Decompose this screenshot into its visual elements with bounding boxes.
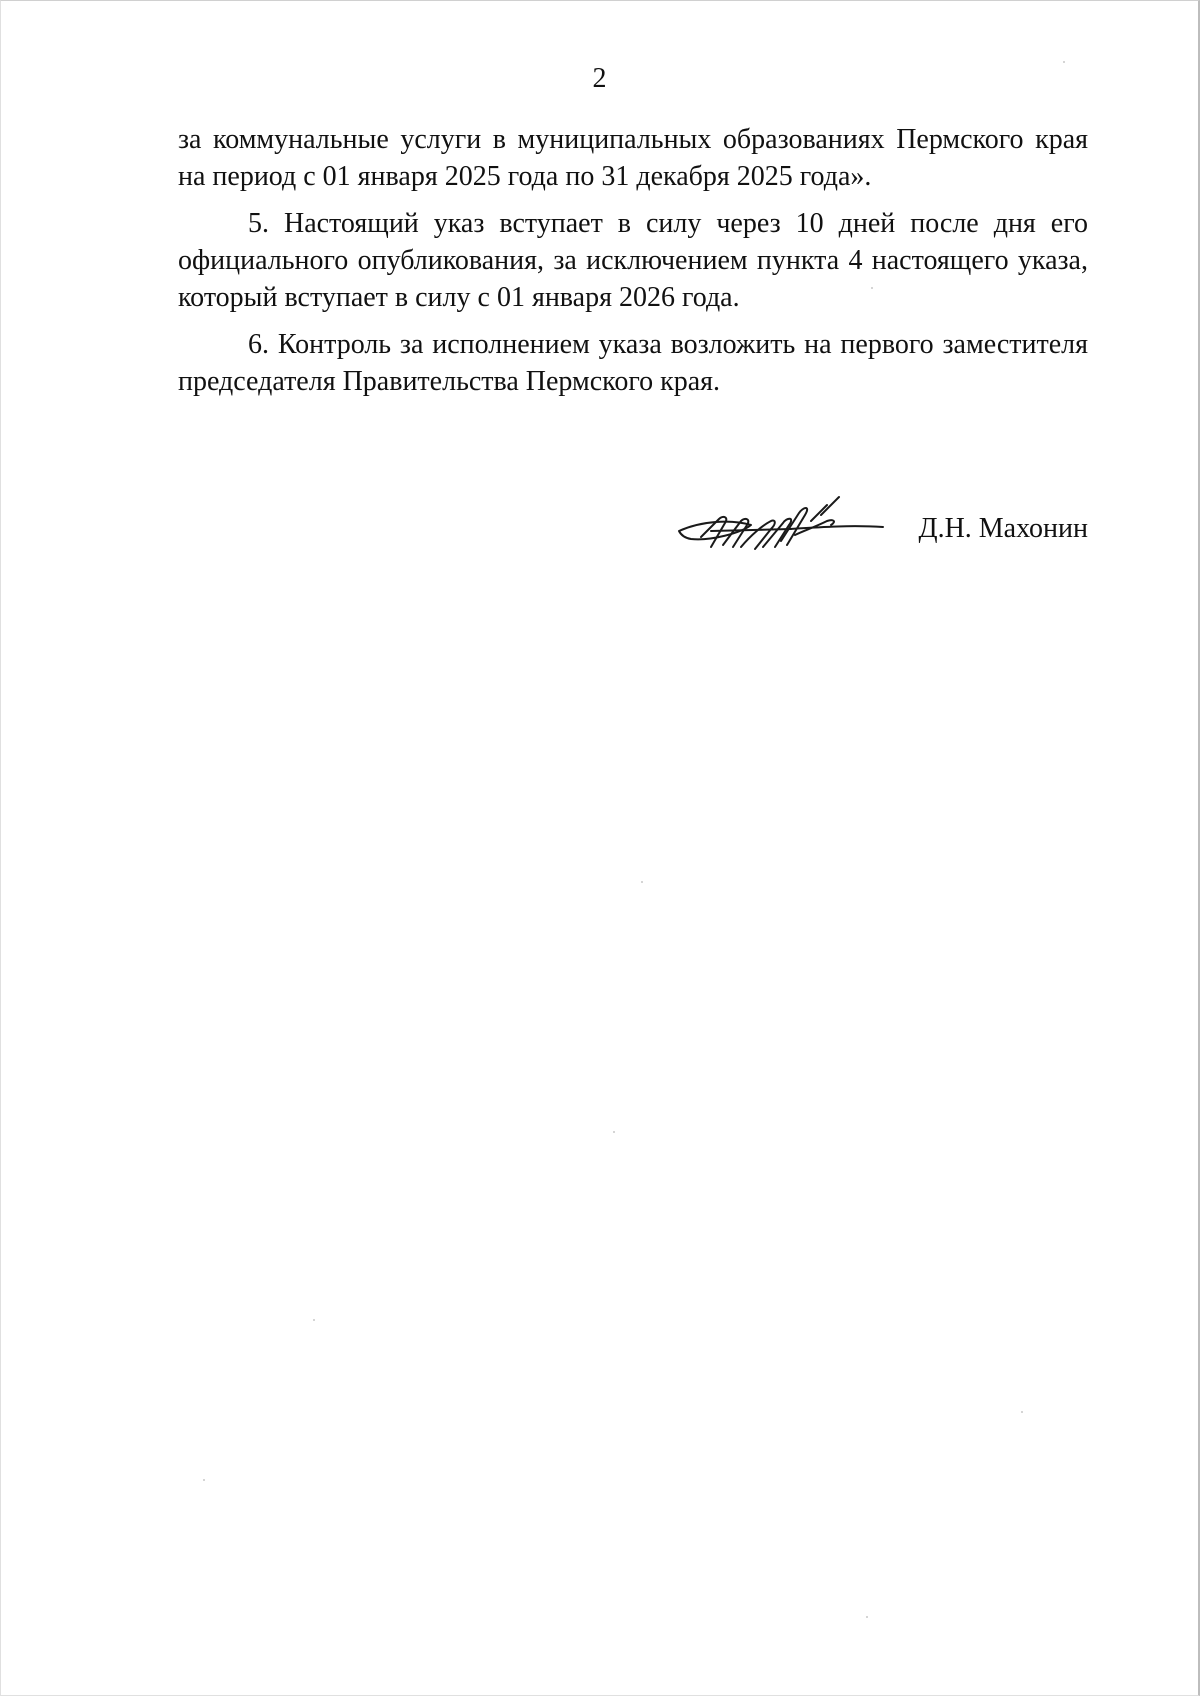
scan-speck	[613, 1131, 615, 1133]
paragraph-item-6: 6. Контроль за исполнением указа возложить на первого заместителя председателя Правительства Пермского края.	[178, 329, 1088, 397]
scan-speck	[866, 1616, 868, 1618]
scan-speck	[641, 881, 643, 883]
page-number: 2	[592, 63, 607, 94]
scan-speck	[1021, 1411, 1023, 1413]
scan-speck	[313, 1319, 315, 1321]
scan-speck	[1063, 61, 1065, 63]
scan-speck	[871, 287, 873, 289]
signer-name: Д.Н. Махонин	[918, 513, 1088, 544]
paragraph-continuation: за коммунальные услуги в муниципальных образованиях Пермского края на период с 01 января 2025 года по 31 декабря 2025 года».	[178, 124, 1088, 192]
signature-block	[671, 491, 1088, 563]
signature-icon	[671, 491, 891, 563]
paragraph-item-5: 5. Настоящий указ вступает в силу через 10 дней после дня его официального опубликования, за исключением пункта 4 настоящего указа, который вступает в силу с 01 января 2026 года.	[178, 208, 1088, 313]
document-body	[178, 121, 1088, 410]
scan-speck	[203, 1479, 205, 1481]
